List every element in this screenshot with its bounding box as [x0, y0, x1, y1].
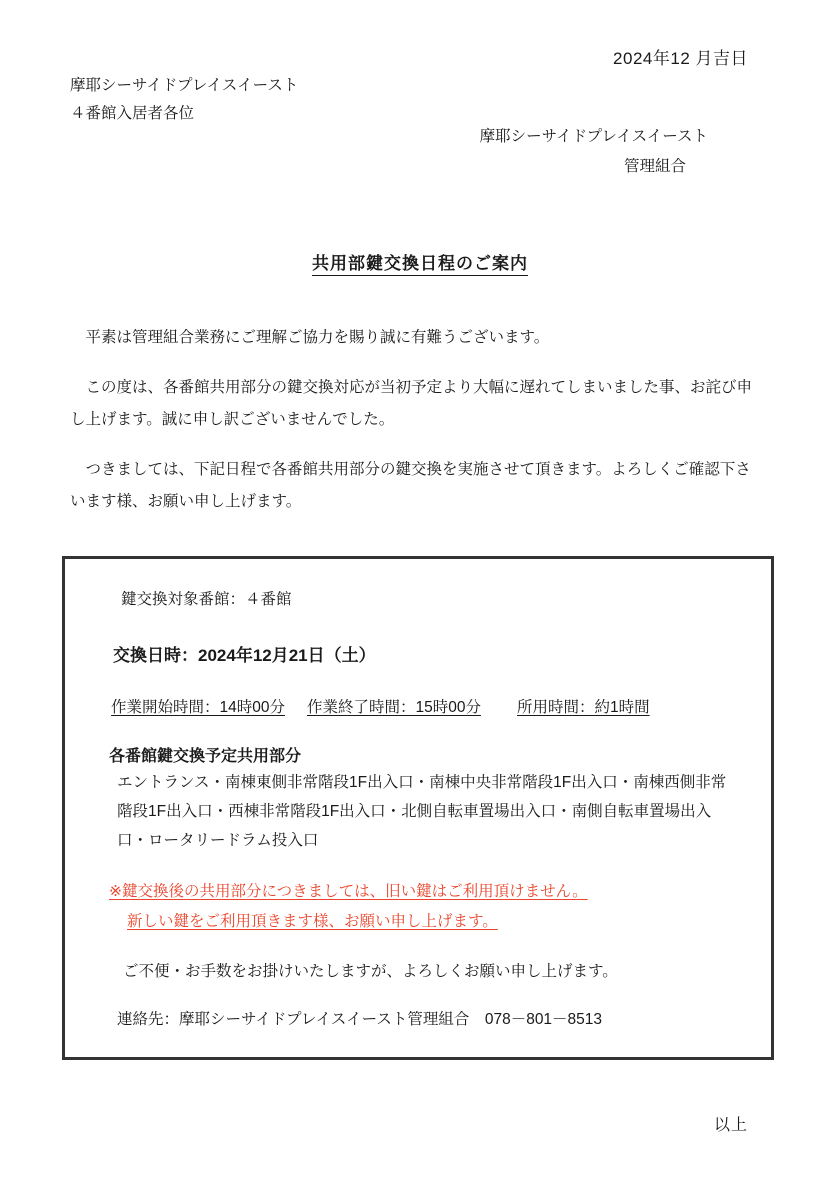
body-paragraphs	[70, 322, 754, 536]
sender-association: 管理組合	[623, 158, 686, 175]
warning-line-2: 新しい鍵をご利用頂きます様、お願い申し上げます。	[127, 913, 498, 930]
work-end-value: 15時00分	[415, 699, 481, 716]
notice-times	[95, 693, 741, 723]
duration-label: 所用時間：	[517, 699, 595, 716]
page-title	[0, 249, 840, 274]
warning-block	[95, 877, 741, 937]
notice-datetime-value: 2024年12月21日（土）	[198, 646, 376, 665]
notice-target-label: 鍵交換対象番館：	[121, 591, 246, 608]
work-end-label: 作業終了時間：	[307, 699, 416, 716]
contact-value: 摩耶シーサイドプレイスイースト管理組合 078－801－8513	[179, 1011, 603, 1028]
areas-text: エントランス・南棟東側非常階段1F出入口・南棟中央非常階段1F出入口・南棟西側非常階段1F出入口・西棟非常階段1F出入口・北側自転車置場出入口・南側自転車置場出入口・ロータリードラム投入口	[117, 774, 727, 849]
notice-box	[62, 556, 774, 1060]
contact-label: 連絡先：	[117, 1011, 180, 1028]
duration-value: 約1時間	[594, 699, 650, 716]
warning-line-1: ※鍵交換後の共用部分につきましては、旧い鍵はご利用頂けません。	[109, 883, 588, 900]
document-date: 2024年12 月吉日	[613, 49, 748, 68]
areas-title: 各番館鍵交換予定共用部分	[109, 748, 302, 765]
sender-block	[0, 122, 708, 182]
addressee-line-2: ４番館入居者各位	[70, 105, 195, 122]
sender-organization: 摩耶シーサイドプレイスイースト	[479, 128, 708, 145]
closing-text: 以上	[713, 1117, 748, 1134]
addressee-line-1: 摩耶シーサイドプレイスイースト	[70, 77, 299, 94]
paragraph-schedule-intro: つきましては、下記日程で各番館共用部分の鍵交換を実施させて頂きます。よろしくご確認下さいます様、お願い申し上げます。	[70, 461, 751, 510]
work-start-value: 14時00分	[219, 699, 285, 716]
notice-datetime	[95, 641, 741, 671]
notice-apology: ご不便・お手数をお掛けいたしますが、よろしくお願い申し上げます。	[123, 963, 618, 980]
notice-target-value: ４番館	[245, 591, 292, 608]
contact-line	[95, 1007, 741, 1029]
paragraph-apology: この度は、各番館共用部分の鍵交換対応が当初予定より大幅に遅れてしまいました事、お詫び申し上げます。誠に申し訳ございませんでした。	[70, 379, 753, 428]
addressee-block	[70, 72, 298, 128]
paragraph-greeting: 平素は管理組合業務にご理解ご協力を賜り誠に有難うございます。	[85, 329, 550, 346]
notice-datetime-label: 交換日時：	[113, 646, 198, 665]
work-start-label: 作業開始時間：	[111, 699, 220, 716]
page-title-text: 共用部鍵交換日程のご案内	[312, 254, 528, 276]
notice-target	[95, 585, 741, 615]
